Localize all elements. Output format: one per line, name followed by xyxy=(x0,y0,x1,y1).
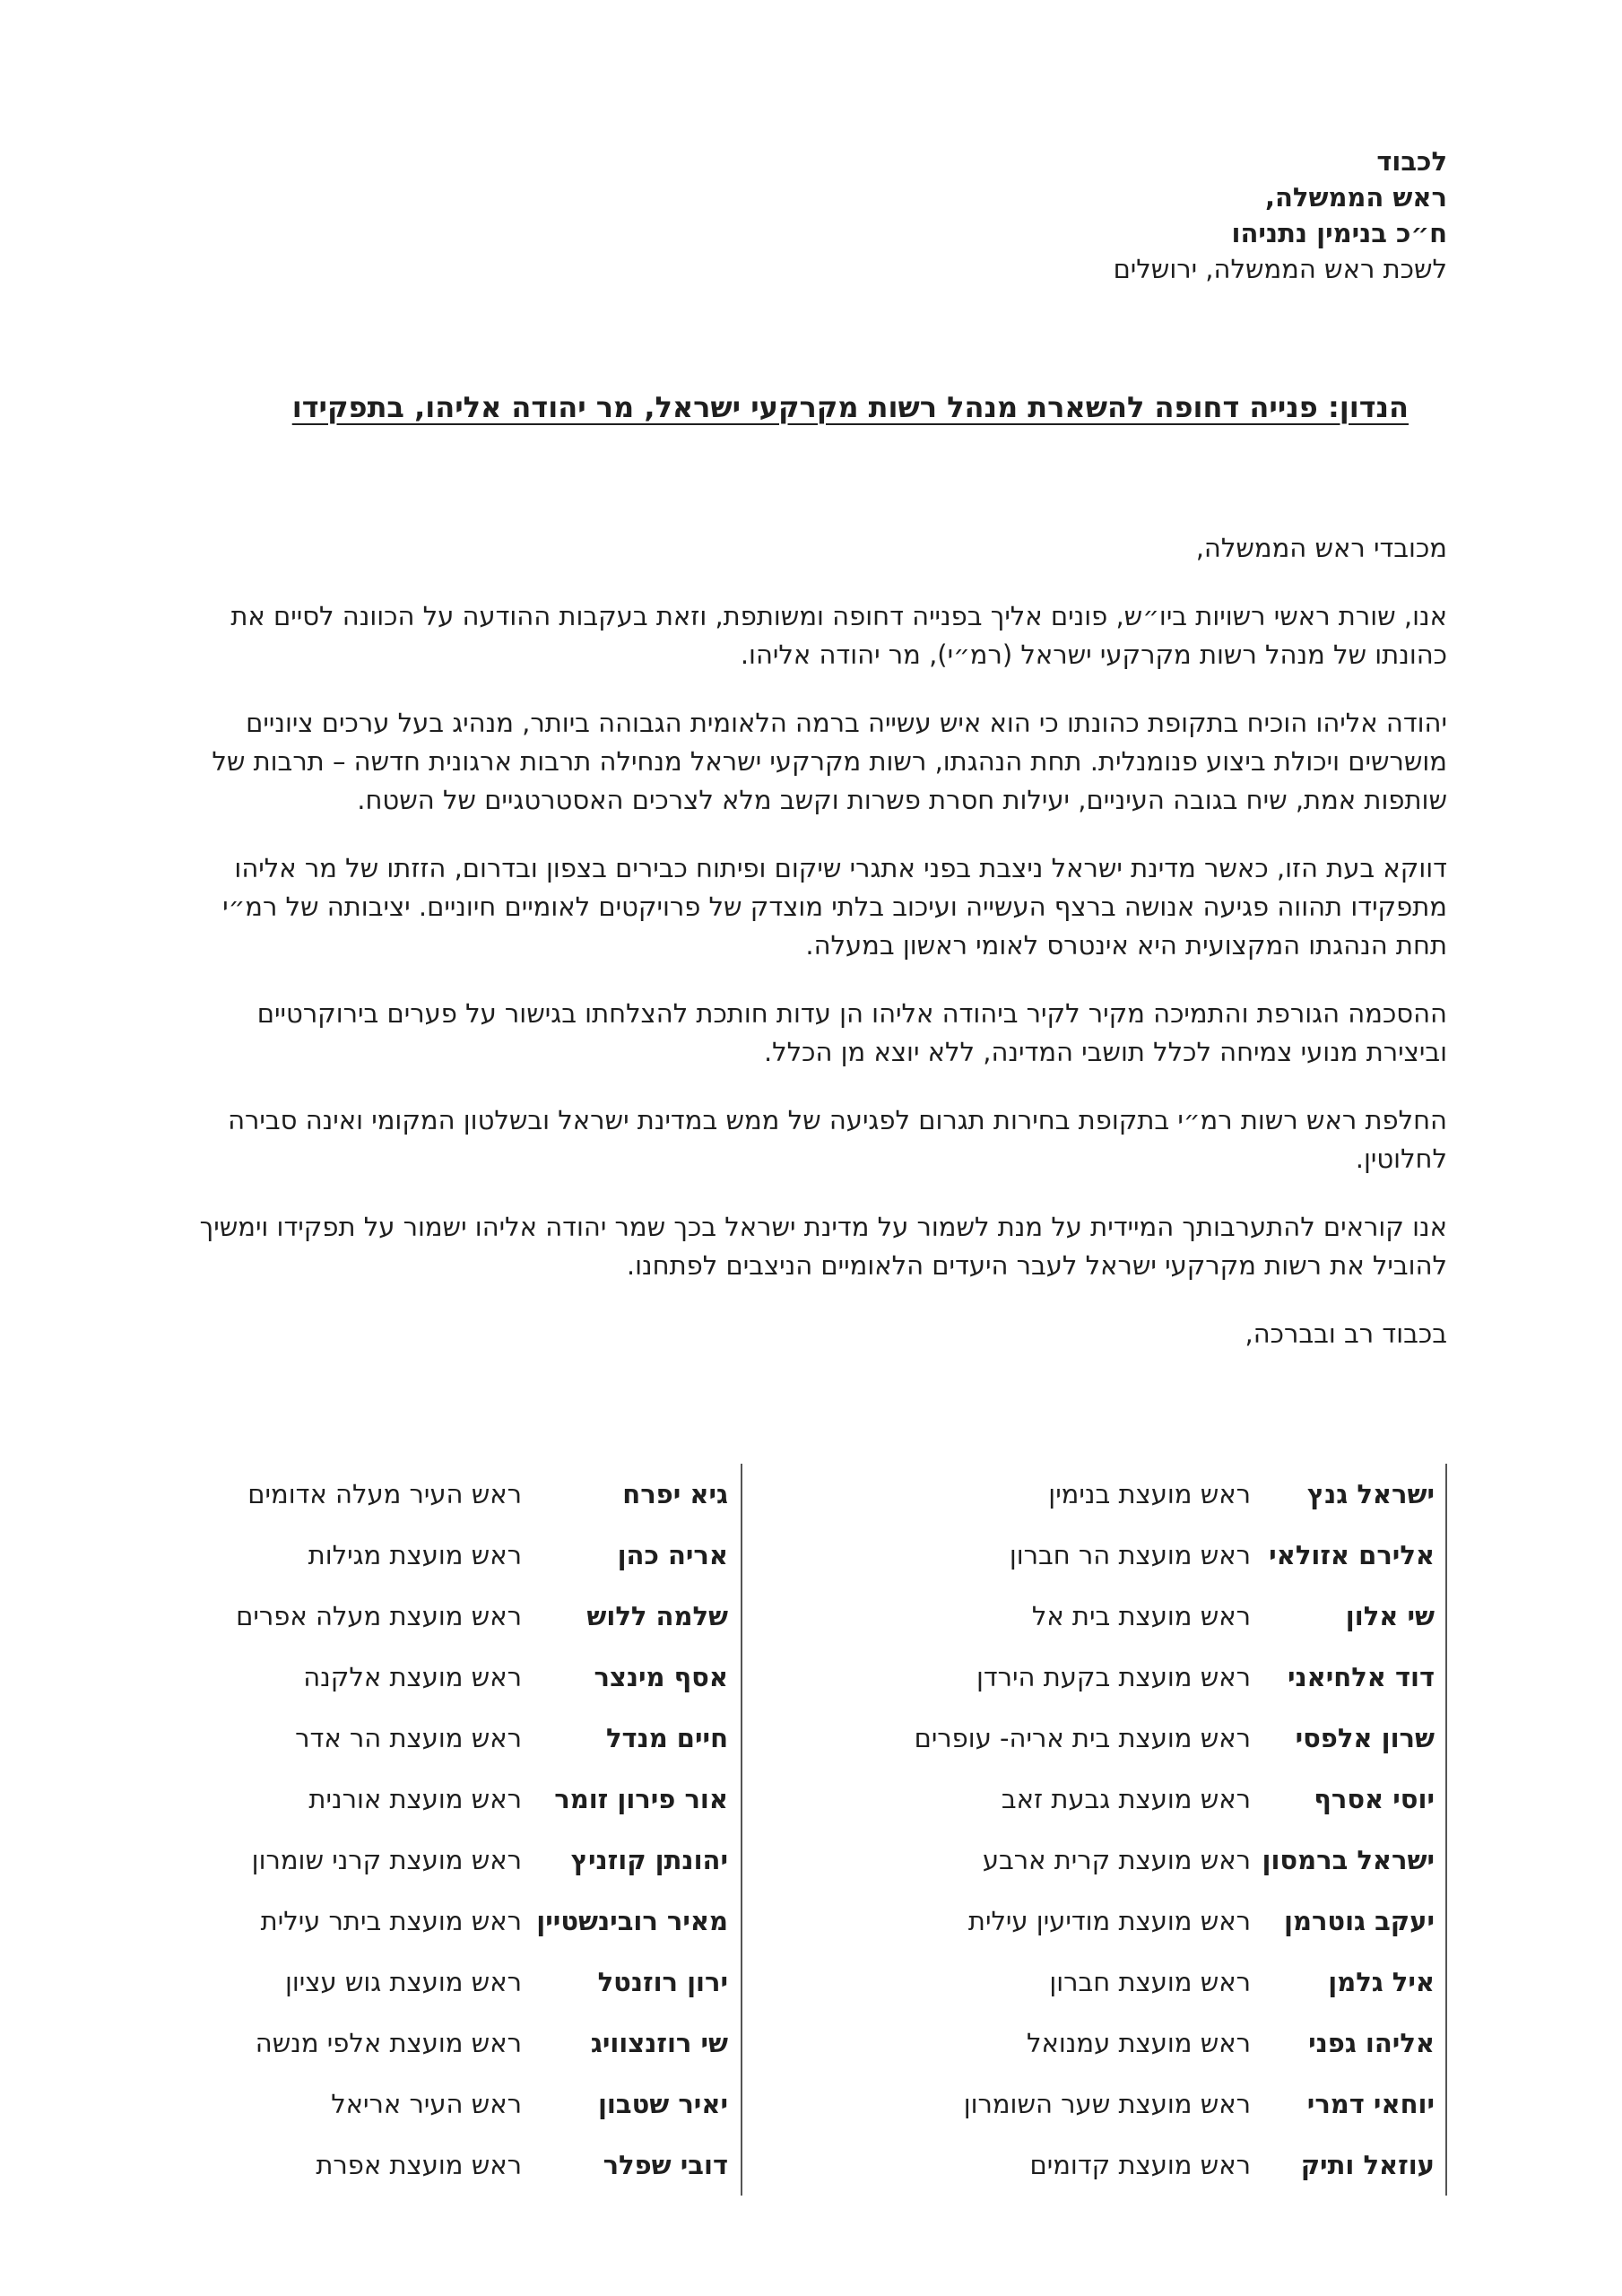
signatory-name: יהונתן קוזניץ xyxy=(570,1845,728,1875)
signatory-row xyxy=(861,2074,1435,2135)
signatory-title: ראש מועצת גבעת זאב xyxy=(1001,1784,1251,1814)
signatory-row xyxy=(179,1769,728,1830)
signatory-name: יעקב גוטרמן xyxy=(1284,1906,1435,1936)
signatory-title: ראש מועצת גוש עציון xyxy=(284,1967,522,1997)
subject-line: הנדון: פנייה דחופה להשארת מנהל רשות מקרקעי ישראל, מר יהודה אליהו, בתפקידו xyxy=(291,390,1409,424)
signatory-row xyxy=(179,2013,728,2074)
address-line-2: ראש הממשלה, xyxy=(1264,182,1447,213)
signatory-row xyxy=(861,2013,1435,2074)
signatory-row xyxy=(861,1891,1435,1952)
address-line-1: לכבוד xyxy=(1376,146,1447,177)
signatory-row xyxy=(861,1952,1435,2013)
signatory-title: ראש מועצת אלפי מנשה xyxy=(255,2028,522,2058)
signatory-title: ראש מועצת מעלה אפרים xyxy=(236,1601,522,1631)
signatory-row xyxy=(861,1647,1435,1708)
signatory-title: ראש מועצת הר אדר xyxy=(295,1723,522,1753)
address-line-4: לשכת ראש הממשלה, ירושלים xyxy=(1113,254,1447,284)
signatory-name: דובי שפלר xyxy=(603,2150,728,2180)
signatory-name: ישראל ברמסון xyxy=(1262,1845,1435,1875)
signatory-title: ראש מועצת ביתר עילית xyxy=(260,1906,522,1936)
signatory-title: ראש מועצת קרני שומרון xyxy=(251,1845,522,1875)
signatory-name: אליהו גפני xyxy=(1308,2028,1435,2058)
signatory-name: מאיר רובינשטיין xyxy=(536,1906,728,1936)
signatory-name: עוזאל ותיק xyxy=(1300,2150,1435,2180)
signatory-title: ראש מועצת אלקנה xyxy=(303,1662,522,1692)
signatory-title: ראש מועצת עמנואל xyxy=(1027,2028,1251,2058)
signatory-title: ראש מועצת קרית ארבע xyxy=(982,1845,1251,1875)
signatory-row xyxy=(861,1586,1435,1647)
signatory-row xyxy=(861,1769,1435,1830)
signatory-title: ראש מועצת מגילות xyxy=(308,1540,522,1570)
signatory-name: אלירם אזולאי xyxy=(1269,1540,1435,1570)
signatory-row xyxy=(861,1464,1435,1525)
signatory-row xyxy=(179,1891,728,1952)
signatory-row xyxy=(179,2135,728,2196)
signatory-name: שלמה ללוש xyxy=(586,1601,728,1631)
signatory-name: שי אלון xyxy=(1345,1601,1435,1631)
signatory-row xyxy=(861,1525,1435,1586)
signatory-name: שי רוזנצוויג xyxy=(590,2028,728,2058)
signatory-title: ראש העיר מעלה אדומים xyxy=(247,1479,522,1509)
signatories-right-column xyxy=(861,1464,1447,2196)
signatory-title: ראש מועצת בית אל xyxy=(1031,1601,1251,1631)
paragraph: אנו קוראים להתערבותך המיידית על מנת לשמור על מדינת ישראל בכך שמר יהודה אליהו ישמור על תפקידו וימשיך להוביל את רשות מקרקעי ישראל לעבר היעדים הלאומיים הניצבים לפתחנו. xyxy=(199,1212,1447,1281)
address-line-3: ח״כ בנימין נתניהו xyxy=(1231,218,1447,248)
signatory-row xyxy=(179,1464,728,1525)
signatories xyxy=(179,1464,1447,2195)
signatory-name: יוסי אסרף xyxy=(1314,1784,1435,1814)
signatory-name: ירון רוזנטל xyxy=(597,1967,728,1997)
salutation: מכובדי ראש הממשלה, xyxy=(1195,533,1447,563)
signatory-name: איל גלמן xyxy=(1328,1967,1435,1997)
signatory-row xyxy=(179,1647,728,1708)
signatory-name: ישראל גנץ xyxy=(1306,1479,1435,1509)
paragraph: החלפת ראש רשות רמ״י בתקופת בחירות תגרום לפגיעה של ממש במדינת ישראל ובשלטון המקומי ואינה סבירה לחלוטין. xyxy=(228,1105,1447,1174)
closing: בכבוד רב ובברכה, xyxy=(1245,1318,1447,1349)
signatory-row xyxy=(861,1830,1435,1891)
signatory-name: חיים מנדל xyxy=(605,1723,728,1753)
signatory-name: שרון אלפסי xyxy=(1295,1723,1435,1753)
paragraph: דווקא בעת הזו, כאשר מדינת ישראל ניצבת בפני אתגרי שיקום ופיתוח כבירים בצפון ובדרום, הזזתו של מר אליהו מתפקידו תהווה פגיעה אנושה ברצף העשייה ועיכוב בלתי מוצדק של פרויקטים לאומיים חיוניים. יציבותה של רמ״י תחת הנהגתו המקצועית היא אינטרס לאומי ראשון במעלה. xyxy=(222,853,1447,961)
signatory-row xyxy=(179,1830,728,1891)
signatory-name: דוד אלחיאני xyxy=(1287,1662,1435,1692)
signatory-title: ראש מועצת שער השומרון xyxy=(963,2089,1251,2119)
paragraph: ההסכמה הגורפת והתמיכה מקיר לקיר ביהודה אליהו הן עדות חותכת להצלחתו בגישור על פערים בירוקרטיים וביצירת מנועי צמיחה לכלל תושבי המדינה, ללא יוצא מן הכלל. xyxy=(256,998,1447,1067)
signatory-row xyxy=(179,1525,728,1586)
signatory-row xyxy=(861,2135,1435,2196)
signatory-name: גיא יפרח xyxy=(622,1479,728,1509)
signatory-title: ראש מועצת חברון xyxy=(1049,1967,1251,1997)
signatory-title: ראש מועצת הר חברון xyxy=(1009,1540,1251,1570)
signatory-title: ראש מועצת בנימין xyxy=(1048,1479,1251,1509)
signatory-row xyxy=(179,2074,728,2135)
letter-body xyxy=(179,529,1447,1383)
signatory-row xyxy=(179,1586,728,1647)
signatory-name: אריה כהן xyxy=(617,1540,728,1570)
signatories-left-column xyxy=(179,1464,742,2196)
signatory-title: ראש מועצת בקעת הירדן xyxy=(976,1662,1251,1692)
signatory-name: אור פירון זומר xyxy=(554,1784,728,1814)
paragraph: יהודה אליהו הוכיח בתקופת כהונתו כי הוא איש עשייה ברמה הלאומית הגבוהה ביותר, מנהיג בעל ערכים ציוניים מושרשים ויכולת ביצוע פנומנלית. תחת הנהגתו, רשות מקרקעי ישראל מנחילה תרבות ארגונית חדשה – תרבות של שותפות אמת, שיח בגובה העיניים, יעילות חסרת פשרות וקשב מלא לצרכים האסטרטגיים של השטח. xyxy=(212,708,1447,815)
signatory-title: ראש מועצת אורנית xyxy=(308,1784,522,1814)
signatory-title: ראש מועצת אפרת xyxy=(316,2150,522,2180)
paragraph: אנו, שורת ראשי רשויות ביו״ש, פונים אליך בפנייה דחופה ומשותפת, וזאת בעקבות ההודעה על הכוונה לסיים את כהונתו של מנהל רשות מקרקעי ישראל (רמ״י), מר יהודה אליהו. xyxy=(230,601,1447,670)
signatory-name: יוחאי דמרי xyxy=(1306,2089,1435,2119)
signatory-row xyxy=(179,1952,728,2013)
signatory-row xyxy=(861,1708,1435,1769)
signatory-title: ראש מועצת קדומים xyxy=(1029,2150,1251,2180)
signatory-title: ראש העיר אריאל xyxy=(331,2089,522,2119)
signatory-name: יאיר שטבון xyxy=(597,2089,728,2119)
signatory-row xyxy=(179,1708,728,1769)
signatory-name: אסף מינצר xyxy=(594,1662,728,1692)
signatory-title: ראש מועצת בית אריה- עופרים xyxy=(914,1723,1251,1753)
signatory-title: ראש מועצת מודיעין עילית xyxy=(967,1906,1251,1936)
recipient-address xyxy=(1114,144,1447,287)
